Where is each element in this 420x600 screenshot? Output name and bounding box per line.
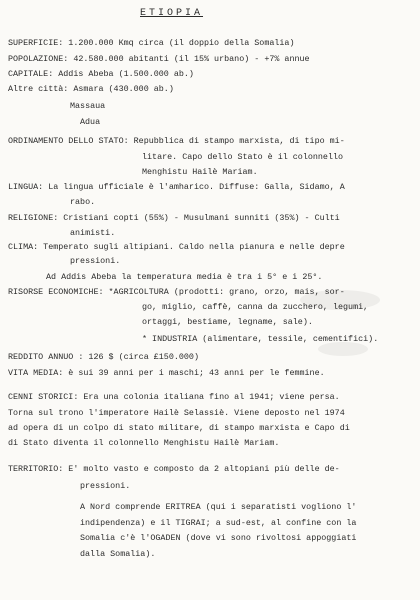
text-line: SUPERFICIE: 1.200.000 Kmq circa (il doppio della Somalia): [8, 38, 295, 48]
text-line: ORDINAMENTO DELLO STATO: Repubblica di stampo marxista, di tipo mi-: [8, 136, 345, 146]
text-line: litare. Capo dello Stato è il colonnello: [142, 152, 344, 162]
text-line: dalla Somalia).: [80, 549, 156, 559]
text-line: indipendenza) e il TIGRAI; a sud-est, al confine con la: [80, 518, 357, 528]
text-line: Ad Addis Abeba la temperatura media è tra i 5° e i 25°.: [46, 272, 323, 282]
document-title: ETIOPIA: [140, 8, 204, 19]
text-line: CAPITALE: Addis Abeba (1.500.000 ab.): [8, 69, 194, 79]
text-line: di Stato diventa il colonnello Menghistu Hailè Mariam.: [8, 438, 280, 448]
text-line: TERRITORIO: E' molto vasto e composto da 2 altopiani più delle de-: [8, 464, 340, 474]
text-line: rabo.: [70, 197, 96, 207]
text-line: ortaggi, bestiame, legname, sale).: [142, 317, 313, 327]
text-line: Somalia c'è l'OGADEN (dove vi sono rivoltosi appoggiati: [80, 533, 357, 543]
text-line: Altre città: Asmara (430.000 ab.): [8, 84, 174, 94]
text-line: pressioni.: [80, 481, 131, 491]
text-line: A Nord comprende ERITREA (qui i separatisti vogliono l': [80, 502, 357, 512]
text-line: Menghistu Hailè Mariam.: [142, 167, 258, 177]
text-line: Adua: [80, 117, 101, 127]
text-line: RISORSE ECONOMICHE: *AGRICOLTURA (prodotti: grano, orzo, mais, sor-: [8, 287, 345, 297]
text-line: Massaua: [70, 101, 106, 111]
text-line: REDDITO ANNUO : 126 $ (circa £150.000): [8, 352, 199, 362]
text-line: CLIMA: Temperato sugli altipiani. Caldo nella pianura e nelle depre: [8, 242, 345, 252]
text-line: pressioni.: [70, 256, 121, 266]
text-line: VITA MEDIA: è sui 39 anni per i maschi; 43 anni per le femmine.: [8, 368, 325, 378]
text-line: ad opera di un colpo di stato militare, di stampo marxista e Capo di: [8, 423, 350, 433]
text-line: RELIGIONE: Cristiani copti (55%) - Musulmani sunniti (35%) - Culti: [8, 213, 340, 223]
text-line: go, miglio, caffè, canna da zucchero, legumi,: [142, 302, 369, 312]
text-line: LINGUA: La lingua ufficiale è l'amharico. Diffuse: Galla, Sidamo, A: [8, 182, 345, 192]
text-line: animisti.: [70, 228, 116, 238]
text-line: * INDUSTRIA (alimentare, tessile, cementifici).: [142, 334, 379, 344]
text-line: CENNI STORICI: Era una colonia italiana fino al 1941; viene persa.: [8, 392, 340, 402]
text-line: POPOLAZIONE: 42.580.000 abitanti (il 15% urbano) - +7% annue: [8, 54, 310, 64]
text-line: Torna sul trono l'imperatore Hailè Selassiè. Viene deposto nel 1974: [8, 408, 345, 418]
